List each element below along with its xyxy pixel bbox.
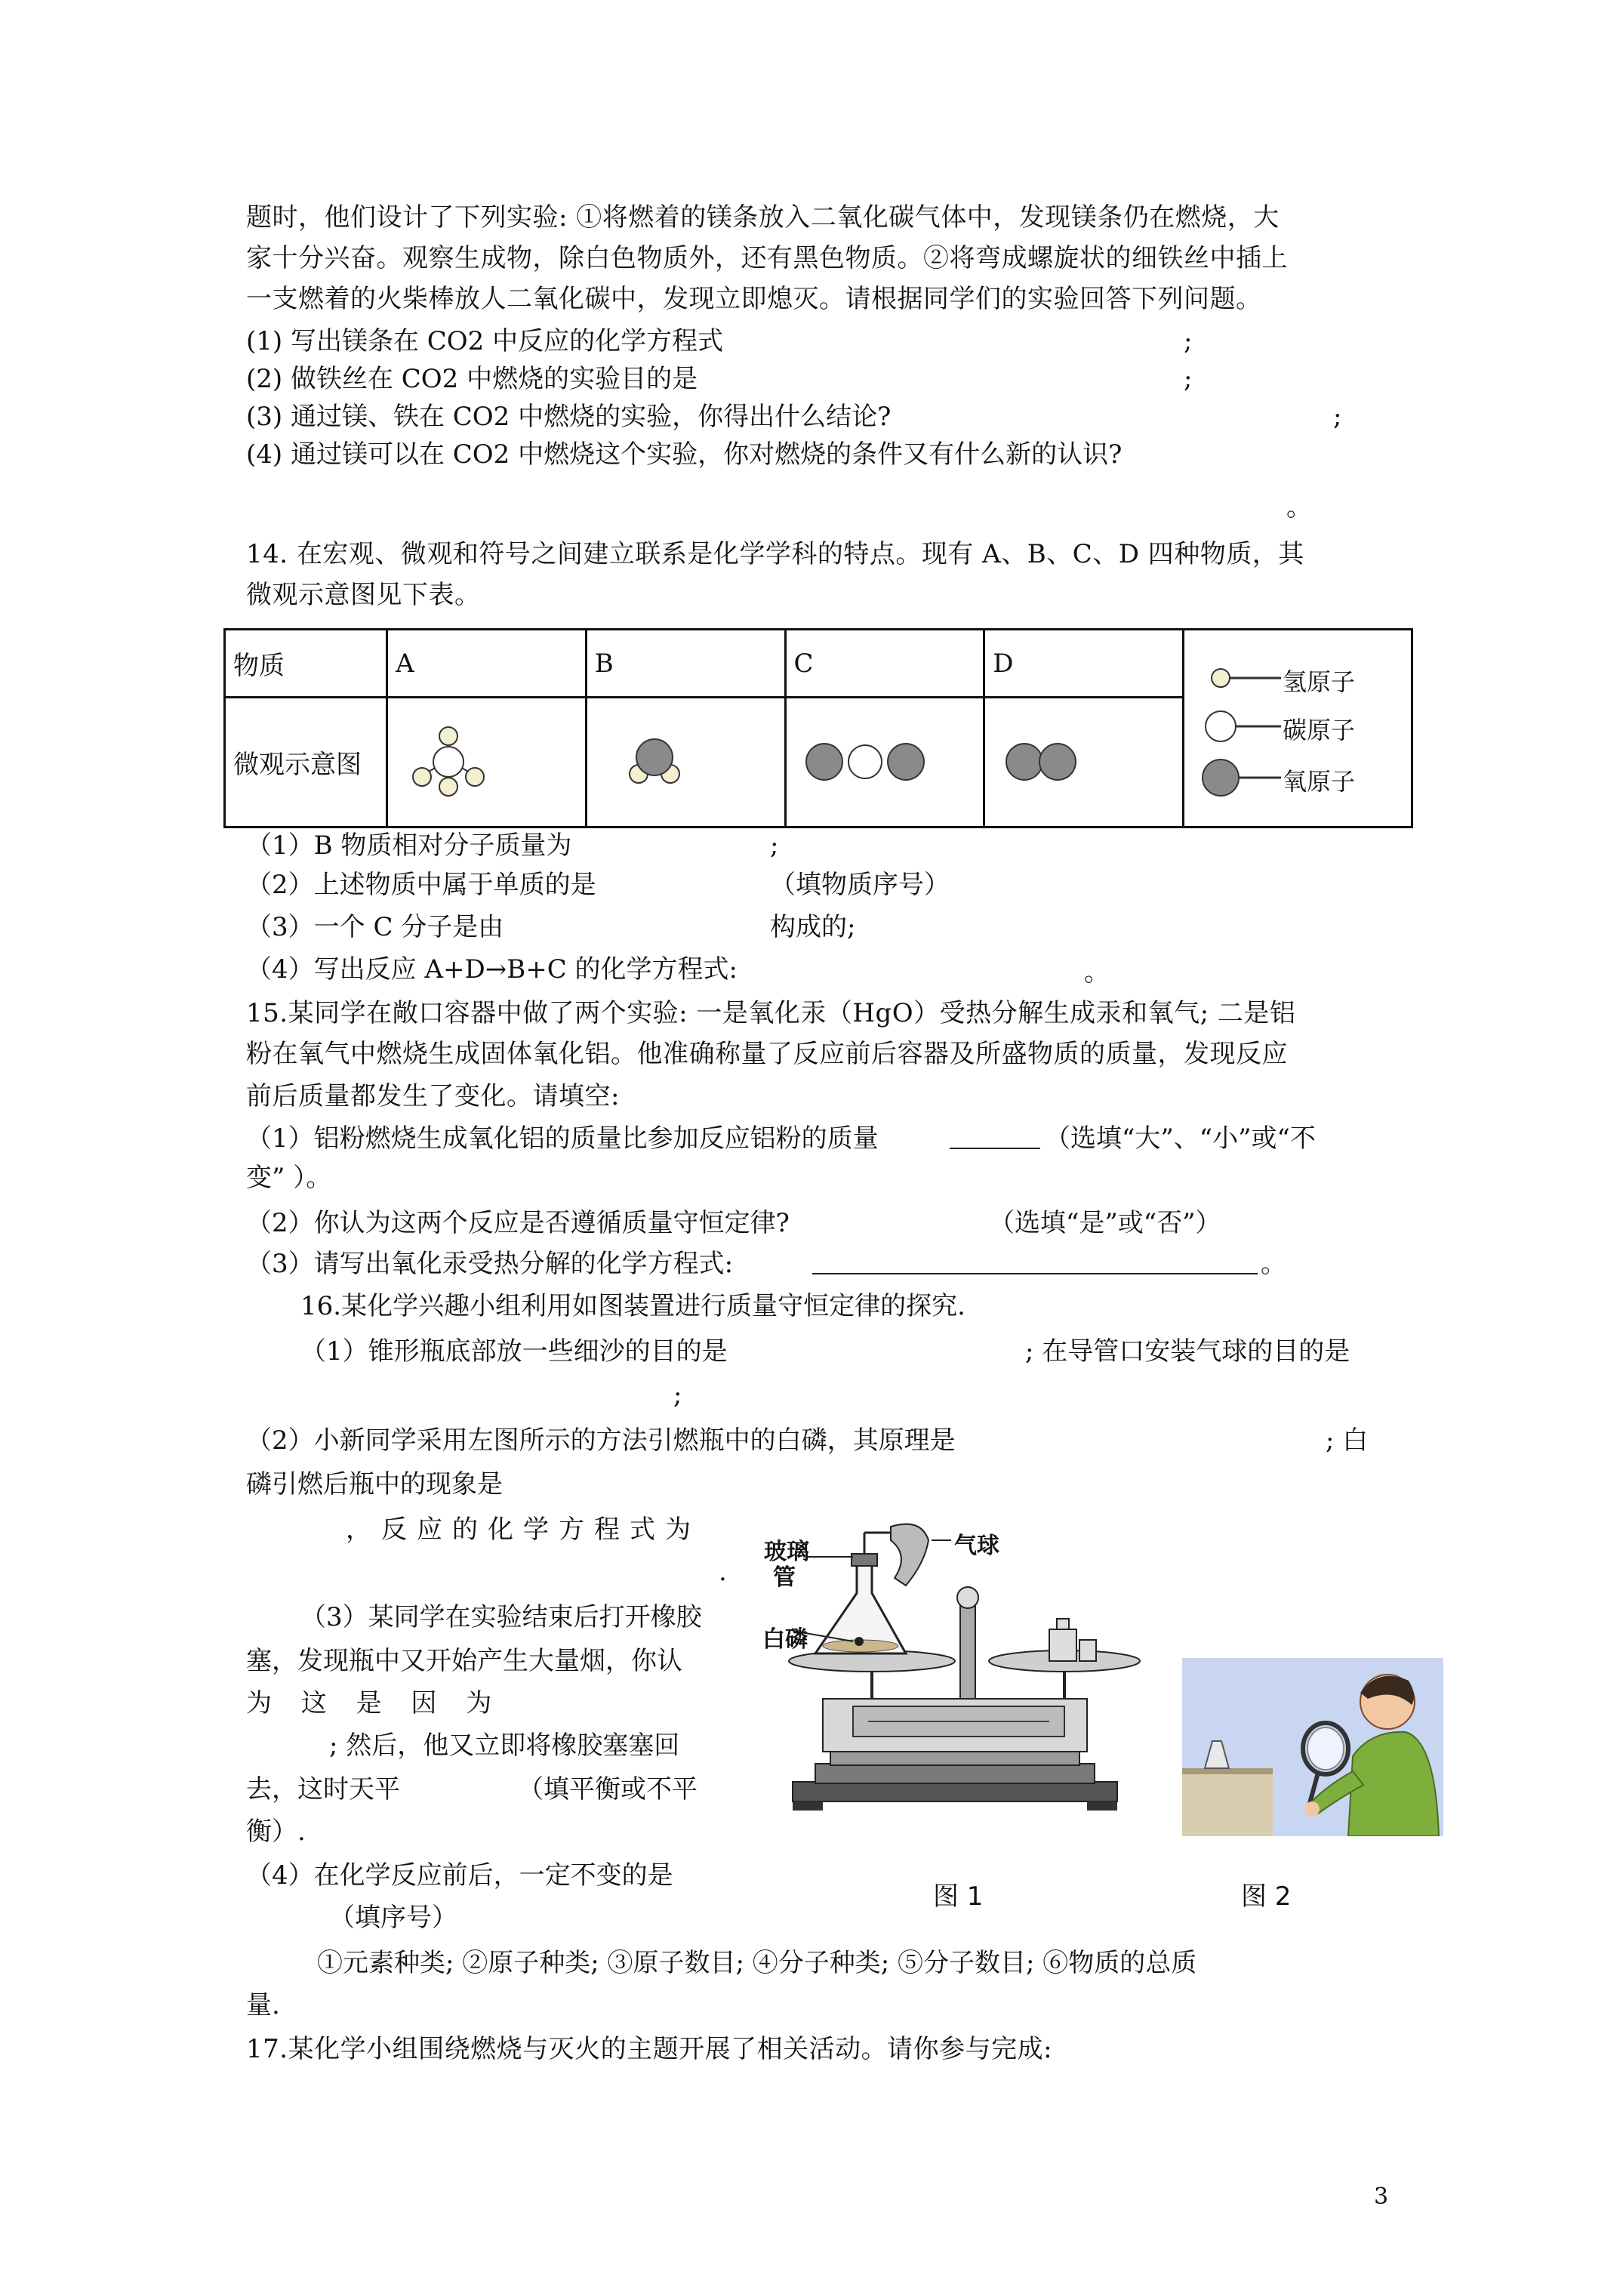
figure-2-person [1182, 1658, 1443, 1836]
q14-table [223, 628, 1413, 828]
q16-part2: （2）小新同学采用左图所示的方法引燃瓶中的白磷，其原理是 [246, 1425, 956, 1456]
q16-part3-line4: ; 然后，他又立即将橡胶塞塞回 [329, 1730, 680, 1761]
q14-part3: （3）一个 C 分子是由 [246, 912, 504, 942]
q13-line3: 一支燃着的火柴棒放人二氧化碳中，发现立即熄灭。请根据同学们的实验回答下列问题。 [246, 284, 1262, 314]
q16-part4-line1: （4）在化学反应前后，一定不变的是 [246, 1860, 673, 1891]
atom-legend [1184, 634, 1411, 823]
figure-2-caption: 图 2 [1241, 1881, 1292, 1912]
q16-part3-line1: （3）某同学在实验结束后打开橡胶 [300, 1602, 702, 1632]
table-header-diagram: 微观示意图 [225, 698, 387, 827]
molecule-d-cell [984, 698, 1184, 827]
q15-part1-blank [950, 1125, 1040, 1149]
molecule-a-cell [387, 698, 587, 827]
q14-part3-tail: 构成的; [770, 912, 856, 942]
molecule-c-cell [785, 698, 984, 827]
molecule-b-diagram [587, 698, 772, 819]
q13-part3: (3) 通过镁、铁在 CO2 中燃烧的实验，你得出什么结论? [246, 402, 892, 432]
fig1-label-tube: 管 [773, 1564, 796, 1591]
q14-part2: （2）上述物质中属于单质的是 [246, 870, 596, 900]
q15-line3: 前后质量都发生了变化。请填空: [246, 1081, 620, 1111]
fig1-label-phosphorus: 白磷 [762, 1626, 808, 1653]
q14-line2: 微观示意图见下表。 [246, 580, 481, 610]
q15-part3-end: 。 [1261, 1249, 1286, 1279]
table-col-d: D [984, 630, 1184, 698]
q13-line2: 家十分兴奋。观察生成物，除白色物质外，还有黑色物质。②将弯成螺旋状的细铁丝中插上 [246, 243, 1288, 273]
q15-part2: （2）你认为这两个反应是否遵循质量守恒定律? [246, 1208, 790, 1238]
fig1-label-balloon: 气球 [954, 1533, 999, 1559]
legend-hydrogen: 氢原子 [1283, 667, 1356, 696]
q13-part1-end: ; [1184, 326, 1193, 356]
q16-part3-line2: 塞，发现瓶中又开始产生大量烟，你认 [246, 1646, 682, 1676]
q14-line1: 14. 在宏观、微观和符号之间建立联系是化学学科的特点。现有 A、B、C、D 四种物质，其 [246, 539, 1304, 569]
q16-part3-line5-tail: （填平衡或不平 [518, 1774, 698, 1804]
figure-1-caption: 图 1 [933, 1881, 984, 1912]
q15-part2-tail: （选填“是”或“否”） [989, 1208, 1221, 1238]
q15-part3-blank [812, 1250, 1258, 1274]
q16-part2-end: ; 白 [1326, 1425, 1369, 1456]
q14-part2-tail: （填物质序号） [770, 870, 950, 900]
q16-line1: 16.某化学兴趣小组利用如图装置进行质量守恒定律的探究. [300, 1291, 965, 1321]
q16-part1-end: ; [673, 1380, 682, 1410]
q13-part2-end: ; [1184, 364, 1193, 394]
table-col-b: B [586, 630, 785, 698]
q15-line1: 15.某同学在敞口容器中做了两个实验: 一是氧化汞（HgO）受热分解生成汞和氧气; 二是铝 [246, 998, 1296, 1028]
q14-part1-end: ; [770, 831, 779, 861]
molecule-b-cell [586, 698, 785, 827]
molecule-a-diagram [388, 698, 573, 819]
table-col-a: A [387, 630, 587, 698]
q14-part4-end: 。 [1084, 957, 1110, 988]
q14-part1: （1）B 物质相对分子质量为 [246, 831, 572, 861]
q16-part1: （1）锥形瓶底部放一些细沙的目的是 [300, 1336, 728, 1367]
q13-part2: (2) 做铁丝在 CO2 中燃烧的实验目的是 [246, 364, 698, 394]
q13-part1: (1) 写出镁条在 CO2 中反应的化学方程式 [246, 326, 724, 356]
q16-part1-mid: ; 在导管口安装气球的目的是 [1025, 1336, 1350, 1367]
q15-line2: 粉在氧气中燃烧生成固体氧化铝。他准确称量了反应前后容器及所盛物质的质量，发现反应 [246, 1039, 1288, 1069]
person-magnifier-image [1182, 1658, 1443, 1836]
q16-part3-line6: 衡）. [246, 1817, 306, 1847]
q16-part2-line3: ，反应的化学方程式为 [346, 1515, 701, 1545]
q16-part3-line3: 为 这 是 因 为 [246, 1688, 503, 1718]
molecule-c-diagram [787, 698, 972, 819]
figure-1-balance [762, 1510, 1185, 1842]
q13-part3-end: ; [1333, 402, 1342, 432]
q15-part1-tail: （选填“大”、“小”或“不 [1045, 1123, 1316, 1154]
q13-part4: (4) 通过镁可以在 CO2 中燃烧这个实验，你对燃烧的条件又有什么新的认识? [246, 439, 1123, 470]
q13-part4-end: 。 [1286, 492, 1312, 522]
legend-carbon: 碳原子 [1283, 715, 1356, 744]
page-number: 3 [1374, 2184, 1389, 2210]
molecule-d-diagram [985, 698, 1170, 819]
fig1-label-glass: 玻璃 [764, 1539, 809, 1565]
q15-part1: （1）铝粉燃烧生成氧化铝的质量比参加反应铝粉的质量 [246, 1123, 879, 1154]
q13-line1: 题时，他们设计了下列实验: ①将燃着的镁条放入二氧化碳气体中，发现镁条仍在燃烧，大 [246, 202, 1280, 233]
balance-diagram [762, 1510, 1185, 1842]
q16-part2-line2: 磷引燃后瓶中的现象是 [246, 1469, 503, 1499]
q16-part3-line5: 去，这时天平 [246, 1774, 400, 1804]
q17-line1: 17.某化学小组围绕燃烧与灭火的主题开展了相关活动。请你参与完成: [246, 2034, 1053, 2064]
legend-oxygen: 氧原子 [1283, 766, 1356, 796]
table-col-c: C [785, 630, 984, 698]
table-header-substance: 物质 [225, 630, 387, 698]
q16-part4-line2: （填序号） [329, 1903, 457, 1933]
q14-part4: （4）写出反应 A+D→B+C 的化学方程式: [246, 954, 738, 985]
table-legend-cell [1184, 630, 1412, 827]
q16-part2-line4: . [719, 1557, 727, 1587]
q16-options: ①元素种类; ②原子种类; ③原子数目; ④分子种类; ⑤分子数目; ⑥物质的总质 [317, 1948, 1197, 1978]
q15-part1-line2: 变” ）。 [246, 1163, 332, 1193]
q15-part3: （3）请写出氧化汞受热分解的化学方程式: [246, 1249, 734, 1279]
q16-options-line2: 量. [246, 1990, 280, 2020]
